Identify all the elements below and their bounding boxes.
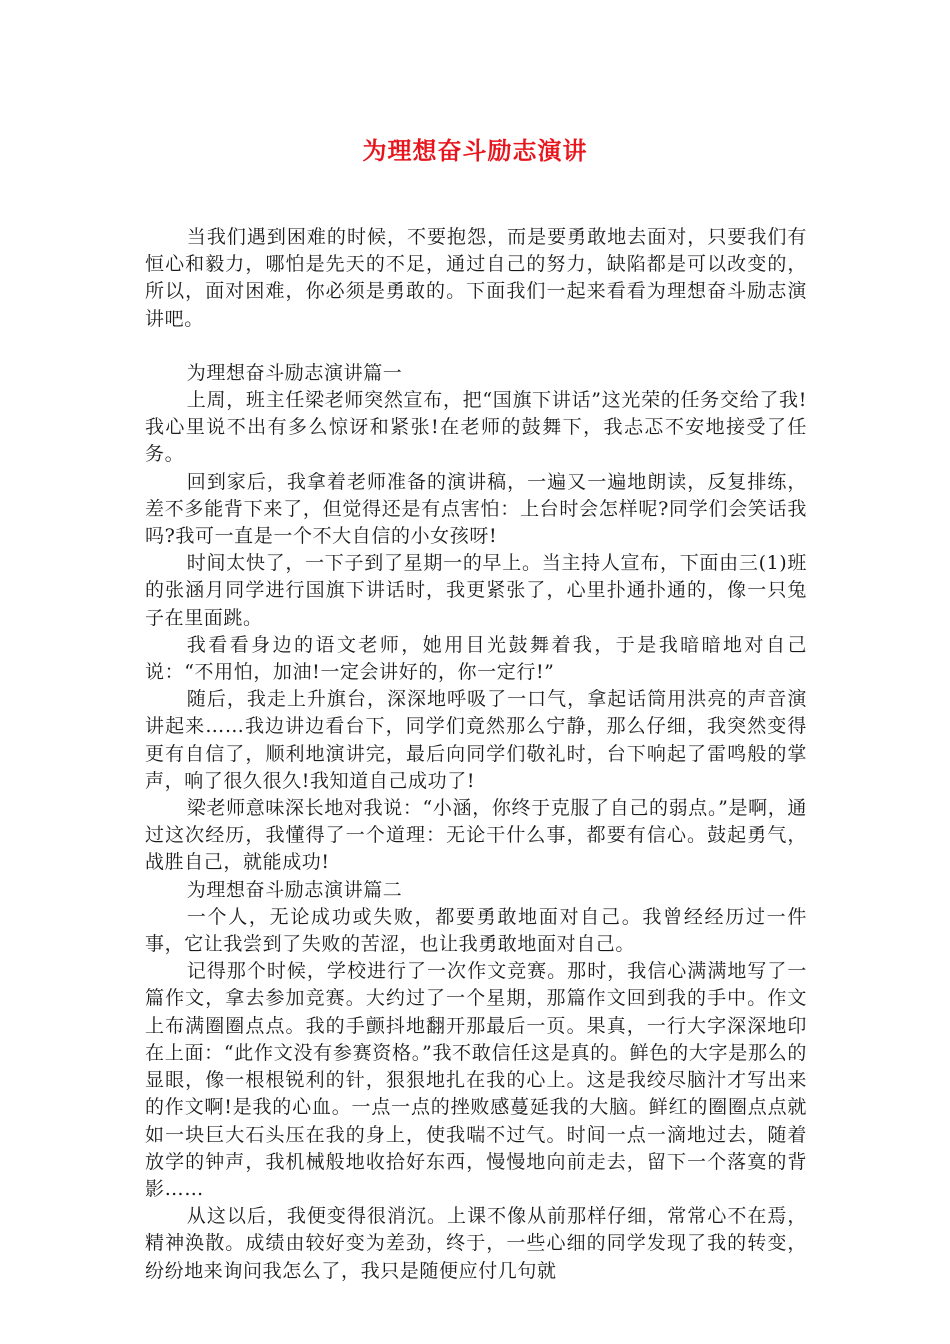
section-heading-2: 为理想奋斗励志演讲篇二 <box>186 878 403 901</box>
body-paragraph: 时间太快了，一下子到了星期一的早上。当主持人宣布，下面由三(1)班的张涵月同学进行国旗下讲话时，我更紧张了，心里扑通扑通的，像一只兔子在里面跳。 <box>145 552 807 629</box>
body-paragraph: 梁老师意味深长地对我说：“小涵，你终于克服了自己的弱点。”是啊，通过这次经历，我懂得了一个道理：无论干什么事，都要有信心。鼓起勇气，战胜自己，就能成功! <box>145 797 807 874</box>
body-paragraph: 上周，班主任梁老师突然宣布，把“国旗下讲话”这光荣的任务交给了我!我心里说不出有多么惊讶和紧张!在老师的鼓舞下，我忐忑不安地接受了任务。 <box>145 389 807 466</box>
body-paragraph: 我看看身边的语文老师，她用目光鼓舞着我，于是我暗暗地对自己说：“不用怕，加油!一定会讲好的，你一定行!” <box>145 633 807 684</box>
document-body <box>145 224 807 1285</box>
body-paragraph: 记得那个时候，学校进行了一次作文竞赛。那时，我信心满满地写了一篇作文，拿去参加竞赛。大约过了一个星期，那篇作文回到我的手中。作文上布满圈圈点点。我的手颤抖地翻开那最后一页。果真，一行大字深深地印在上面：“此作文没有参赛资格。”我不敢信任这是真的。鲜色的大字是那么的显眼，像一根根锐利的针，狠狠地扎在我的心上。这是我绞尽脑汁才写出来的作文啊!是我的心血。一点一点的挫败感蔓延我的大脑。鲜红的圈圈点点就如一块巨大石头压在我的身上，使我喘不过气。时间一点一滴地过去，随着放学的钟声，我机械般地收拾好东西，慢慢地向前走去，留下一个落寞的背影…… <box>145 960 807 1200</box>
body-paragraph: 从这以后，我便变得很消沉。上课不像从前那样仔细，常常心不在焉，精神涣散。成绩由较好变为差劲，终于，一些心细的同学发现了我的转变，纷纷地来询问我怎么了，我只是随便应付几句就 <box>145 1205 807 1282</box>
body-paragraph: 随后，我走上升旗台，深深地呼吸了一口气，拿起话筒用洪亮的声音演讲起来……我边讲边看台下，同学们竟然那么宁静，那么仔细，我突然变得更有自信了，顺利地演讲完，最后向同学们敬礼时，台下响起了雷鸣般的掌声，响了很久很久!我知道自己成功了! <box>145 688 807 792</box>
body-paragraph: 一个人，无论成功或失败，都要勇敢地面对自己。我曾经经历过一件事，它让我尝到了失败的苦涩，也让我勇敢地面对自己。 <box>145 905 807 956</box>
document-title: 为理想奋斗励志演讲 <box>362 137 588 165</box>
body-paragraph: 回到家后，我拿着老师准备的演讲稿，一遍又一遍地朗读，反复排练，差不多能背下来了，但觉得还是有点害怕：上台时会怎样呢?同学们会笑话我吗?我可一直是一个不大自信的小女孩呀! <box>145 470 807 548</box>
intro-paragraph: 当我们遇到困难的时候，不要抱怨，而是要勇敢地去面对，只要我们有恒心和毅力，哪怕是先天的不足，通过自己的努力，缺陷都是可以改变的，所以，面对困难，你必须是勇敢的。下面我们一起来看看为理想奋斗励志演讲吧。 <box>145 226 807 330</box>
section-heading-1: 为理想奋斗励志演讲篇一 <box>186 361 403 384</box>
